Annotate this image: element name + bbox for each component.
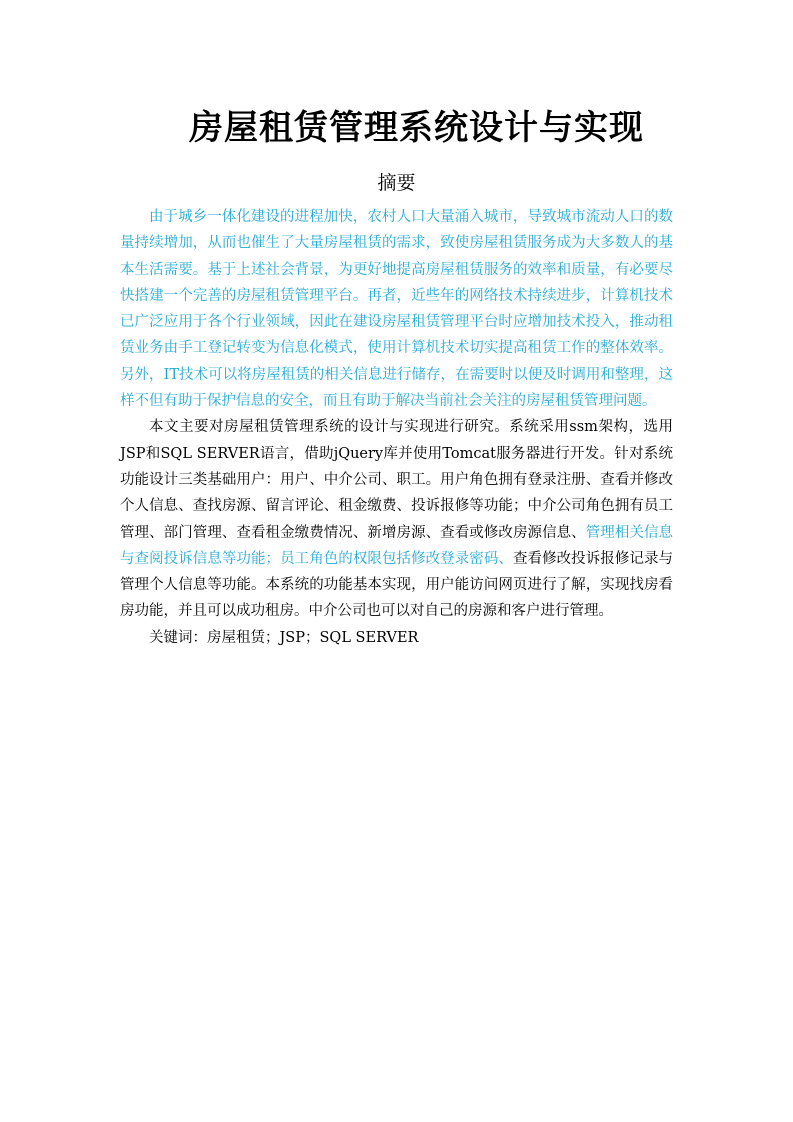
abstract-paragraph-1: 由于城乡一体化建设的进程加快，农村人口大量涌入城市，导致城市流动人口的数量持续增加，从而也催生了大量房屋租赁的需求，致使房屋租赁服务成为大多数人的基本生活需要。基于上述社会背景，为更好地提高房屋租赁服务的效率和质量，有必要尽快搭建一个完善的房屋租赁管理平台。再者，近些年的网络技术持续进步，计算机技术已广泛应用于各个行业领域，因此在建设房屋租赁管理平台时应增加技术投入，推动租赁业务由手工登记转变为信息化模式，使用计算机技术切实提高租赁工作的整体效率。另外，IT技术可以将房屋租赁的相关信息进行储存，在需要时以便及时调用和整理，这样不但有助于保护信息的安全，而且有助于解决当前社会关注的房屋租赁管理问题。 — [120, 209, 673, 410]
paragraph-2-highlight: 管理相关信息与查阅投诉信息等功能；员工角色的权限包括修改登录密码、 — [120, 524, 674, 567]
abstract-heading: 摘要 — [377, 172, 416, 194]
paragraph-2-text-c: 查看修改投诉报修记录与管理个人信息等功能。本系统的功能基本实现，用户能访问网页进行了解，实现找房看房功能，并且可以成功租房。中介公司也可以对自己的房源和客户进行管理。 — [120, 550, 674, 620]
paragraph-2-text-a: 本文主要对房屋租赁管理系统的设计与实现进行研究。系统采用ssm架构，选用JSP和SQL SERVER语言，借助jQuery库并使用Tomcat服务器进行开发。针对系统功能设计三类基础用户：用户、中介公司、职工。用户角色拥有登录注册、查看并修改个人信息、查找房源、留言评论、租金缴费、投诉报修等功能；中介公司角色拥有员工管理、部门管理、查看租金缴费情况、新增房源、查看或修改房源信息、 — [120, 419, 673, 541]
abstract-body — [120, 204, 673, 651]
keywords-line: 关键词：房屋租赁；JSP；SQL SERVER — [149, 629, 419, 646]
document-title: 房屋租赁管理系统设计与实现 — [189, 108, 644, 148]
abstract-paragraph-2 — [120, 414, 673, 624]
